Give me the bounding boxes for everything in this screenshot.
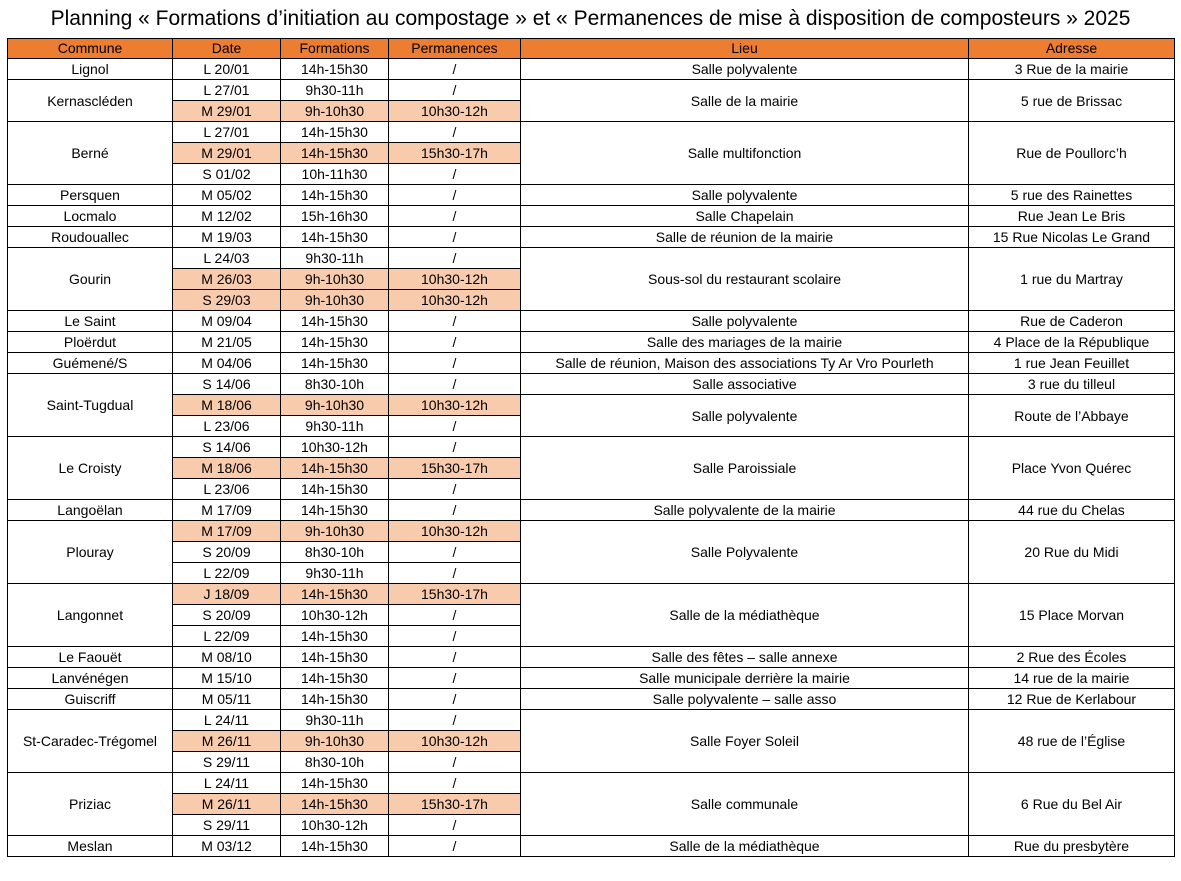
- table-body: [8, 59, 1175, 857]
- date-cell: M 26/11: [173, 794, 281, 815]
- permanence-cell: /: [389, 122, 521, 143]
- date-cell: M 18/06: [173, 395, 281, 416]
- permanence-cell: 10h30-12h: [389, 731, 521, 752]
- date-cell: L 23/06: [173, 416, 281, 437]
- adresse-cell: 3 Rue de la mairie: [969, 59, 1175, 80]
- lieu-cell: Salle Chapelain: [521, 206, 969, 227]
- date-cell: L 24/11: [173, 773, 281, 794]
- table-row: [8, 584, 1175, 605]
- lieu-cell: Salle Polyvalente: [521, 521, 969, 584]
- planning-table: [7, 38, 1175, 857]
- commune-cell: Lanvénégen: [8, 668, 173, 689]
- formation-cell: 9h30-11h: [281, 248, 389, 269]
- formation-cell: 14h-15h30: [281, 773, 389, 794]
- formation-cell: 9h30-11h: [281, 710, 389, 731]
- commune-cell: Langoëlan: [8, 500, 173, 521]
- lieu-cell: Sous-sol du restaurant scolaire: [521, 248, 969, 311]
- formation-cell: 14h-15h30: [281, 500, 389, 521]
- date-cell: M 19/03: [173, 227, 281, 248]
- date-cell: M 26/11: [173, 731, 281, 752]
- formation-cell: 14h-15h30: [281, 59, 389, 80]
- commune-cell: St-Caradec-Trégomel: [8, 710, 173, 773]
- header-formations: Formations: [281, 39, 389, 59]
- formation-cell: 14h-15h30: [281, 353, 389, 374]
- header-commune: Commune: [8, 39, 173, 59]
- commune-cell: Saint-Tugdual: [8, 374, 173, 437]
- lieu-cell: Salle de la médiathèque: [521, 584, 969, 647]
- lieu-cell: Salle polyvalente: [521, 395, 969, 437]
- commune-cell: Plouray: [8, 521, 173, 584]
- formation-cell: 14h-15h30: [281, 584, 389, 605]
- table-row: [8, 80, 1175, 101]
- date-cell: M 29/01: [173, 101, 281, 122]
- permanence-cell: /: [389, 689, 521, 710]
- adresse-cell: 15 Rue Nicolas Le Grand: [969, 227, 1175, 248]
- formation-cell: 9h-10h30: [281, 395, 389, 416]
- date-cell: L 24/03: [173, 248, 281, 269]
- formation-cell: 9h-10h30: [281, 290, 389, 311]
- commune-cell: Locmalo: [8, 206, 173, 227]
- date-cell: L 27/01: [173, 122, 281, 143]
- formation-cell: 14h-15h30: [281, 311, 389, 332]
- commune-cell: Guiscriff: [8, 689, 173, 710]
- permanence-cell: 10h30-12h: [389, 101, 521, 122]
- date-cell: M 03/12: [173, 836, 281, 857]
- permanence-cell: /: [389, 311, 521, 332]
- commune-cell: Ploërdut: [8, 332, 173, 353]
- formation-cell: 10h30-12h: [281, 605, 389, 626]
- permanence-cell: /: [389, 416, 521, 437]
- commune-cell: Gourin: [8, 248, 173, 311]
- adresse-cell: 1 rue du Martray: [969, 248, 1175, 311]
- date-cell: L 24/11: [173, 710, 281, 731]
- formation-cell: 9h30-11h: [281, 416, 389, 437]
- adresse-cell: 12 Rue de Kerlabour: [969, 689, 1175, 710]
- permanence-cell: /: [389, 332, 521, 353]
- formation-cell: 10h30-12h: [281, 815, 389, 836]
- permanence-cell: 15h30-17h: [389, 143, 521, 164]
- date-cell: S 29/11: [173, 752, 281, 773]
- formation-cell: 14h-15h30: [281, 836, 389, 857]
- date-cell: J 18/09: [173, 584, 281, 605]
- adresse-cell: 2 Rue des Écoles: [969, 647, 1175, 668]
- commune-cell: Priziac: [8, 773, 173, 836]
- formation-cell: 10h-11h30: [281, 164, 389, 185]
- date-cell: S 20/09: [173, 542, 281, 563]
- table-row: [8, 248, 1175, 269]
- commune-cell: Guémené/S: [8, 353, 173, 374]
- adresse-cell: Place Yvon Quérec: [969, 437, 1175, 500]
- formation-cell: 14h-15h30: [281, 689, 389, 710]
- commune-cell: Le Croisty: [8, 437, 173, 500]
- adresse-cell: 6 Rue du Bel Air: [969, 773, 1175, 836]
- commune-cell: Langonnet: [8, 584, 173, 647]
- adresse-cell: 48 rue de l’Église: [969, 710, 1175, 773]
- formation-cell: 9h-10h30: [281, 269, 389, 290]
- table-row: [8, 59, 1175, 80]
- page-title: Planning « Formations d’initiation au compostage » et « Permanences de mise à disposition de composteurs » 2025: [50, 7, 1131, 30]
- formation-cell: 9h-10h30: [281, 101, 389, 122]
- lieu-cell: Salle communale: [521, 773, 969, 836]
- lieu-cell: Salle associative: [521, 374, 969, 395]
- adresse-cell: Rue du presbytère: [969, 836, 1175, 857]
- commune-cell: Berné: [8, 122, 173, 185]
- commune-cell: Meslan: [8, 836, 173, 857]
- formation-cell: 14h-15h30: [281, 122, 389, 143]
- date-cell: L 20/01: [173, 59, 281, 80]
- formation-cell: 14h-15h30: [281, 458, 389, 479]
- table-row: [8, 374, 1175, 395]
- formation-cell: 14h-15h30: [281, 227, 389, 248]
- permanence-cell: /: [389, 437, 521, 458]
- permanence-cell: /: [389, 815, 521, 836]
- commune-cell: Roudouallec: [8, 227, 173, 248]
- date-cell: S 01/02: [173, 164, 281, 185]
- permanence-cell: /: [389, 185, 521, 206]
- table-row: [8, 710, 1175, 731]
- header-lieu: Lieu: [521, 39, 969, 59]
- commune-cell: Persquen: [8, 185, 173, 206]
- permanence-cell: /: [389, 164, 521, 185]
- adresse-cell: 14 rue de la mairie: [969, 668, 1175, 689]
- lieu-cell: Salle de la mairie: [521, 80, 969, 122]
- lieu-cell: Salle des mariages de la mairie: [521, 332, 969, 353]
- commune-cell: Le Faouët: [8, 647, 173, 668]
- lieu-cell: Salle polyvalente: [521, 59, 969, 80]
- permanence-cell: /: [389, 605, 521, 626]
- commune-cell: Kernascléden: [8, 80, 173, 122]
- date-cell: M 17/09: [173, 500, 281, 521]
- adresse-cell: 44 rue du Chelas: [969, 500, 1175, 521]
- commune-cell: Le Saint: [8, 311, 173, 332]
- date-cell: S 14/06: [173, 437, 281, 458]
- permanence-cell: /: [389, 227, 521, 248]
- permanence-cell: /: [389, 206, 521, 227]
- date-cell: S 14/06: [173, 374, 281, 395]
- date-cell: M 12/02: [173, 206, 281, 227]
- adresse-cell: Rue de Caderon: [969, 311, 1175, 332]
- date-cell: S 29/03: [173, 290, 281, 311]
- header-permanences: Permanences: [389, 39, 521, 59]
- lieu-cell: Salle polyvalente: [521, 185, 969, 206]
- table-row: [8, 185, 1175, 206]
- lieu-cell: Salle polyvalente: [521, 311, 969, 332]
- table-row: [8, 521, 1175, 542]
- adresse-cell: 1 rue Jean Feuillet: [969, 353, 1175, 374]
- lieu-cell: Salle de réunion, Maison des associations Ty Ar Vro Pourleth: [521, 353, 969, 374]
- lieu-cell: Salle polyvalente de la mairie: [521, 500, 969, 521]
- permanence-cell: 10h30-12h: [389, 269, 521, 290]
- date-cell: M 05/11: [173, 689, 281, 710]
- formation-cell: 9h30-11h: [281, 80, 389, 101]
- lieu-cell: Salle Foyer Soleil: [521, 710, 969, 773]
- table-row: [8, 227, 1175, 248]
- adresse-cell: 20 Rue du Midi: [969, 521, 1175, 584]
- permanence-cell: 10h30-12h: [389, 395, 521, 416]
- adresse-cell: Rue Jean Le Bris: [969, 206, 1175, 227]
- table-row: [8, 668, 1175, 689]
- header-adresse: Adresse: [969, 39, 1175, 59]
- formation-cell: 14h-15h30: [281, 332, 389, 353]
- permanence-cell: /: [389, 626, 521, 647]
- header-row: [8, 39, 1175, 59]
- adresse-cell: Route de l’Abbaye: [969, 395, 1175, 437]
- date-cell: M 08/10: [173, 647, 281, 668]
- permanence-cell: /: [389, 542, 521, 563]
- formation-cell: 14h-15h30: [281, 647, 389, 668]
- date-cell: M 09/04: [173, 311, 281, 332]
- permanence-cell: /: [389, 500, 521, 521]
- permanence-cell: /: [389, 563, 521, 584]
- permanence-cell: 10h30-12h: [389, 521, 521, 542]
- formation-cell: 15h-16h30: [281, 206, 389, 227]
- lieu-cell: Salle multifonction: [521, 122, 969, 185]
- table-row: [8, 353, 1175, 374]
- table-row: [8, 773, 1175, 794]
- date-cell: M 04/06: [173, 353, 281, 374]
- formation-cell: 10h30-12h: [281, 437, 389, 458]
- adresse-cell: 5 rue de Brissac: [969, 80, 1175, 122]
- table-row: [8, 206, 1175, 227]
- header-date: Date: [173, 39, 281, 59]
- table-row: [8, 689, 1175, 710]
- date-cell: L 22/09: [173, 563, 281, 584]
- permanence-cell: 15h30-17h: [389, 794, 521, 815]
- formation-cell: 9h-10h30: [281, 521, 389, 542]
- permanence-cell: /: [389, 836, 521, 857]
- table-row: [8, 836, 1175, 857]
- permanence-cell: /: [389, 59, 521, 80]
- commune-cell: Lignol: [8, 59, 173, 80]
- date-cell: S 20/09: [173, 605, 281, 626]
- formation-cell: 14h-15h30: [281, 626, 389, 647]
- date-cell: M 15/10: [173, 668, 281, 689]
- lieu-cell: Salle municipale derrière la mairie: [521, 668, 969, 689]
- formation-cell: 14h-15h30: [281, 794, 389, 815]
- table-row: [8, 311, 1175, 332]
- permanence-cell: /: [389, 479, 521, 500]
- permanence-cell: /: [389, 80, 521, 101]
- table-row: [8, 332, 1175, 353]
- date-cell: L 22/09: [173, 626, 281, 647]
- date-cell: M 18/06: [173, 458, 281, 479]
- lieu-cell: Salle des fêtes – salle annexe: [521, 647, 969, 668]
- date-cell: M 26/03: [173, 269, 281, 290]
- table-row: [8, 500, 1175, 521]
- adresse-cell: 5 rue des Rainettes: [969, 185, 1175, 206]
- permanence-cell: /: [389, 353, 521, 374]
- permanence-cell: 15h30-17h: [389, 584, 521, 605]
- permanence-cell: 15h30-17h: [389, 458, 521, 479]
- table-row: [8, 647, 1175, 668]
- date-cell: M 29/01: [173, 143, 281, 164]
- date-cell: S 29/11: [173, 815, 281, 836]
- permanence-cell: 10h30-12h: [389, 290, 521, 311]
- date-cell: L 27/01: [173, 80, 281, 101]
- adresse-cell: 4 Place de la République: [969, 332, 1175, 353]
- lieu-cell: Salle Paroissiale: [521, 437, 969, 500]
- lieu-cell: Salle de réunion de la mairie: [521, 227, 969, 248]
- permanence-cell: /: [389, 710, 521, 731]
- formation-cell: 14h-15h30: [281, 668, 389, 689]
- permanence-cell: /: [389, 374, 521, 395]
- formation-cell: 14h-15h30: [281, 185, 389, 206]
- formation-cell: 8h30-10h: [281, 752, 389, 773]
- date-cell: L 23/06: [173, 479, 281, 500]
- formation-cell: 9h30-11h: [281, 563, 389, 584]
- adresse-cell: Rue de Poullorc’h: [969, 122, 1175, 185]
- date-cell: M 05/02: [173, 185, 281, 206]
- lieu-cell: Salle polyvalente – salle asso: [521, 689, 969, 710]
- formation-cell: 8h30-10h: [281, 374, 389, 395]
- permanence-cell: /: [389, 248, 521, 269]
- permanence-cell: /: [389, 773, 521, 794]
- permanence-cell: /: [389, 647, 521, 668]
- table-row: [8, 395, 1175, 416]
- formation-cell: 8h30-10h: [281, 542, 389, 563]
- adresse-cell: 15 Place Morvan: [969, 584, 1175, 647]
- permanence-cell: /: [389, 752, 521, 773]
- table-row: [8, 122, 1175, 143]
- lieu-cell: Salle de la médiathèque: [521, 836, 969, 857]
- table-row: [8, 437, 1175, 458]
- date-cell: M 21/05: [173, 332, 281, 353]
- formation-cell: 14h-15h30: [281, 143, 389, 164]
- permanence-cell: /: [389, 668, 521, 689]
- date-cell: M 17/09: [173, 521, 281, 542]
- formation-cell: 14h-15h30: [281, 479, 389, 500]
- adresse-cell: 3 rue du tilleul: [969, 374, 1175, 395]
- formation-cell: 9h-10h30: [281, 731, 389, 752]
